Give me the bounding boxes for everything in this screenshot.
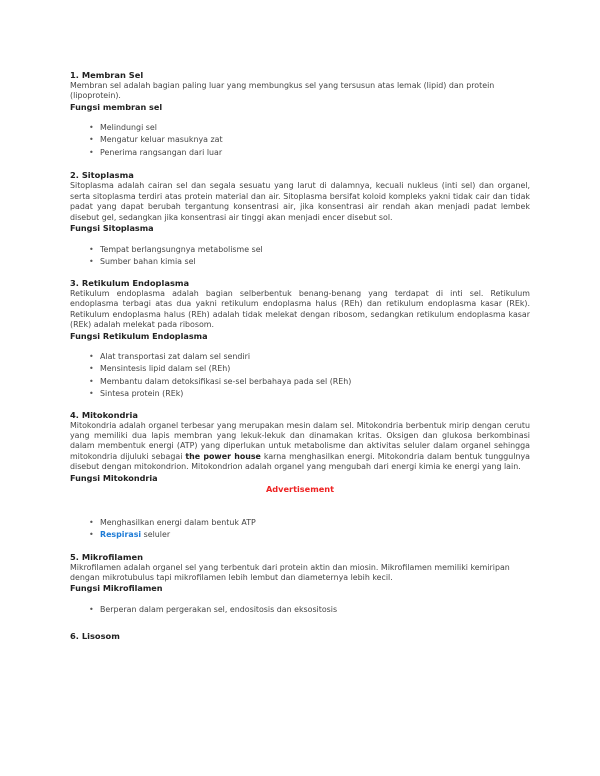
section-paragraph: Membran sel adalah bagian paling luar yang membungkus sel yang tersusun atas lemak (lipid) dan protein (lipoprotein). <box>70 81 495 101</box>
list-item: • Sintesa protein (REk) <box>70 388 530 401</box>
functions-heading: Fungsi Mitokondria <box>70 472 158 483</box>
paragraph-text: karna menghasilkan energi. Mitokondria dalam bentuk tunggulnya disebut dengan mitokondrion. Mitokondrion adalah organel yang mengubah dari energi kimia ke energi yang lain. <box>70 451 530 472</box>
functions-heading: Fungsi Retikulum Endoplasma <box>70 330 208 341</box>
list-item: • Mengatur keluar masuknya zat <box>70 134 530 147</box>
functions-list <box>70 244 530 269</box>
power-house-text: the power house <box>185 451 261 461</box>
section-title-sitoplasma: 2. Sitoplasma <box>70 170 134 181</box>
functions-list <box>70 122 530 160</box>
section-title-mitokondria: 4. Mitokondria <box>70 409 138 420</box>
section-title-lisosom: 6. Lisosom <box>70 630 120 641</box>
section-paragraph: Retikulum endoplasma adalah bagian selberbentuk benang-benang yang terdapat di inti sel. Retikulum endoplasma terbagi atas dua yakni retikulum endoplasma halus (REh) dan retikulum endoplasma kasar (REk). Retikulum endoplasma halus (REh) adalah tidak melekat dengan ribosom, sedangkan retikulum endoplasma kasar (REk) adalah melekat pada ribosom. <box>70 288 530 330</box>
section-paragraph <box>70 421 530 473</box>
functions-heading: Fungsi membran sel <box>70 101 163 112</box>
list-item: • Mensintesis lipid dalam sel (REh) <box>70 363 530 376</box>
list-item: • Alat transportasi zat dalam sel sendiri <box>70 351 530 364</box>
respirasi-link[interactable]: Respirasi <box>100 530 142 540</box>
functions-heading: Fungsi Sitoplasma <box>70 222 154 233</box>
list-item-text: seluler <box>141 530 171 540</box>
functions-heading: Fungsi Mikrofilamen <box>70 583 163 594</box>
list-item: • Sumber bahan kimia sel <box>70 256 530 269</box>
section-paragraph: Sitoplasma adalah cairan sel dan segala sesuatu yang larut di dalamnya, kecuali nukleus (inti sel) dan organel, serta sitoplasma terdiri atas protein material dan air. Sitoplasma bersifat koloid kompleks yakni tidak cair dan tidak padat yang dapat berubah tergantung konsentrasi air, jika konsentrasi air rendah akan menjadi padat lembek disebut gel, sedangkan jika konsentrasi air tinggi akan menjadi encer disebut sol. <box>70 181 530 222</box>
section-title-membran-sel: 1. Membran Sel <box>70 70 144 80</box>
list-item: • Menghasilkan energi dalam bentuk ATP <box>70 517 530 530</box>
document-page <box>70 70 530 642</box>
list-item: • Penerima rangsangan dari luar <box>70 147 530 160</box>
functions-list <box>70 517 530 542</box>
paragraph-text: Mitokondria adalah organel terbesar yang merupakan mesin dalam sel. Mitokondria berbentuk mirip dengan cerutu yang memiliki dua lapis membran yang lekuk-lekuk dan dinamakan kritas. Oksigen dan glukosa berkombinasi dalam membentuk energi (ATP) yang diperlukan untuk metabolisme dan aktivitas seluler dalam organel sehingga mitokondria dijuluki sebagai <box>70 420 530 461</box>
section-paragraph: Mikrofilamen adalah organel sel yang terbentuk dari protein aktin dan miosin. Mikrofilamen memiliki kemiripan dengan mikrotubulus tapi mikrofilamen lebih lembut dan diameternya lebih kecil. <box>70 562 510 582</box>
list-item: • Membantu dalam detoksifikasi se-sel berbahaya pada sel (REh) <box>70 376 530 389</box>
list-item: • Berperan dalam pergerakan sel, endositosis dan eksositosis <box>70 604 530 617</box>
list-item: • Tempat berlangsungnya metabolisme sel <box>70 244 530 257</box>
functions-list <box>70 351 530 401</box>
section-title-mikrofilamen: 5. Mikrofilamen <box>70 551 143 562</box>
advertisement-label: Advertisement <box>265 483 335 494</box>
section-title-retikulum-endoplasma: 3. Retikulum Endoplasma <box>70 277 190 288</box>
functions-list <box>70 604 530 617</box>
list-item <box>70 529 530 542</box>
list-item: • Melindungi sel <box>70 122 530 135</box>
